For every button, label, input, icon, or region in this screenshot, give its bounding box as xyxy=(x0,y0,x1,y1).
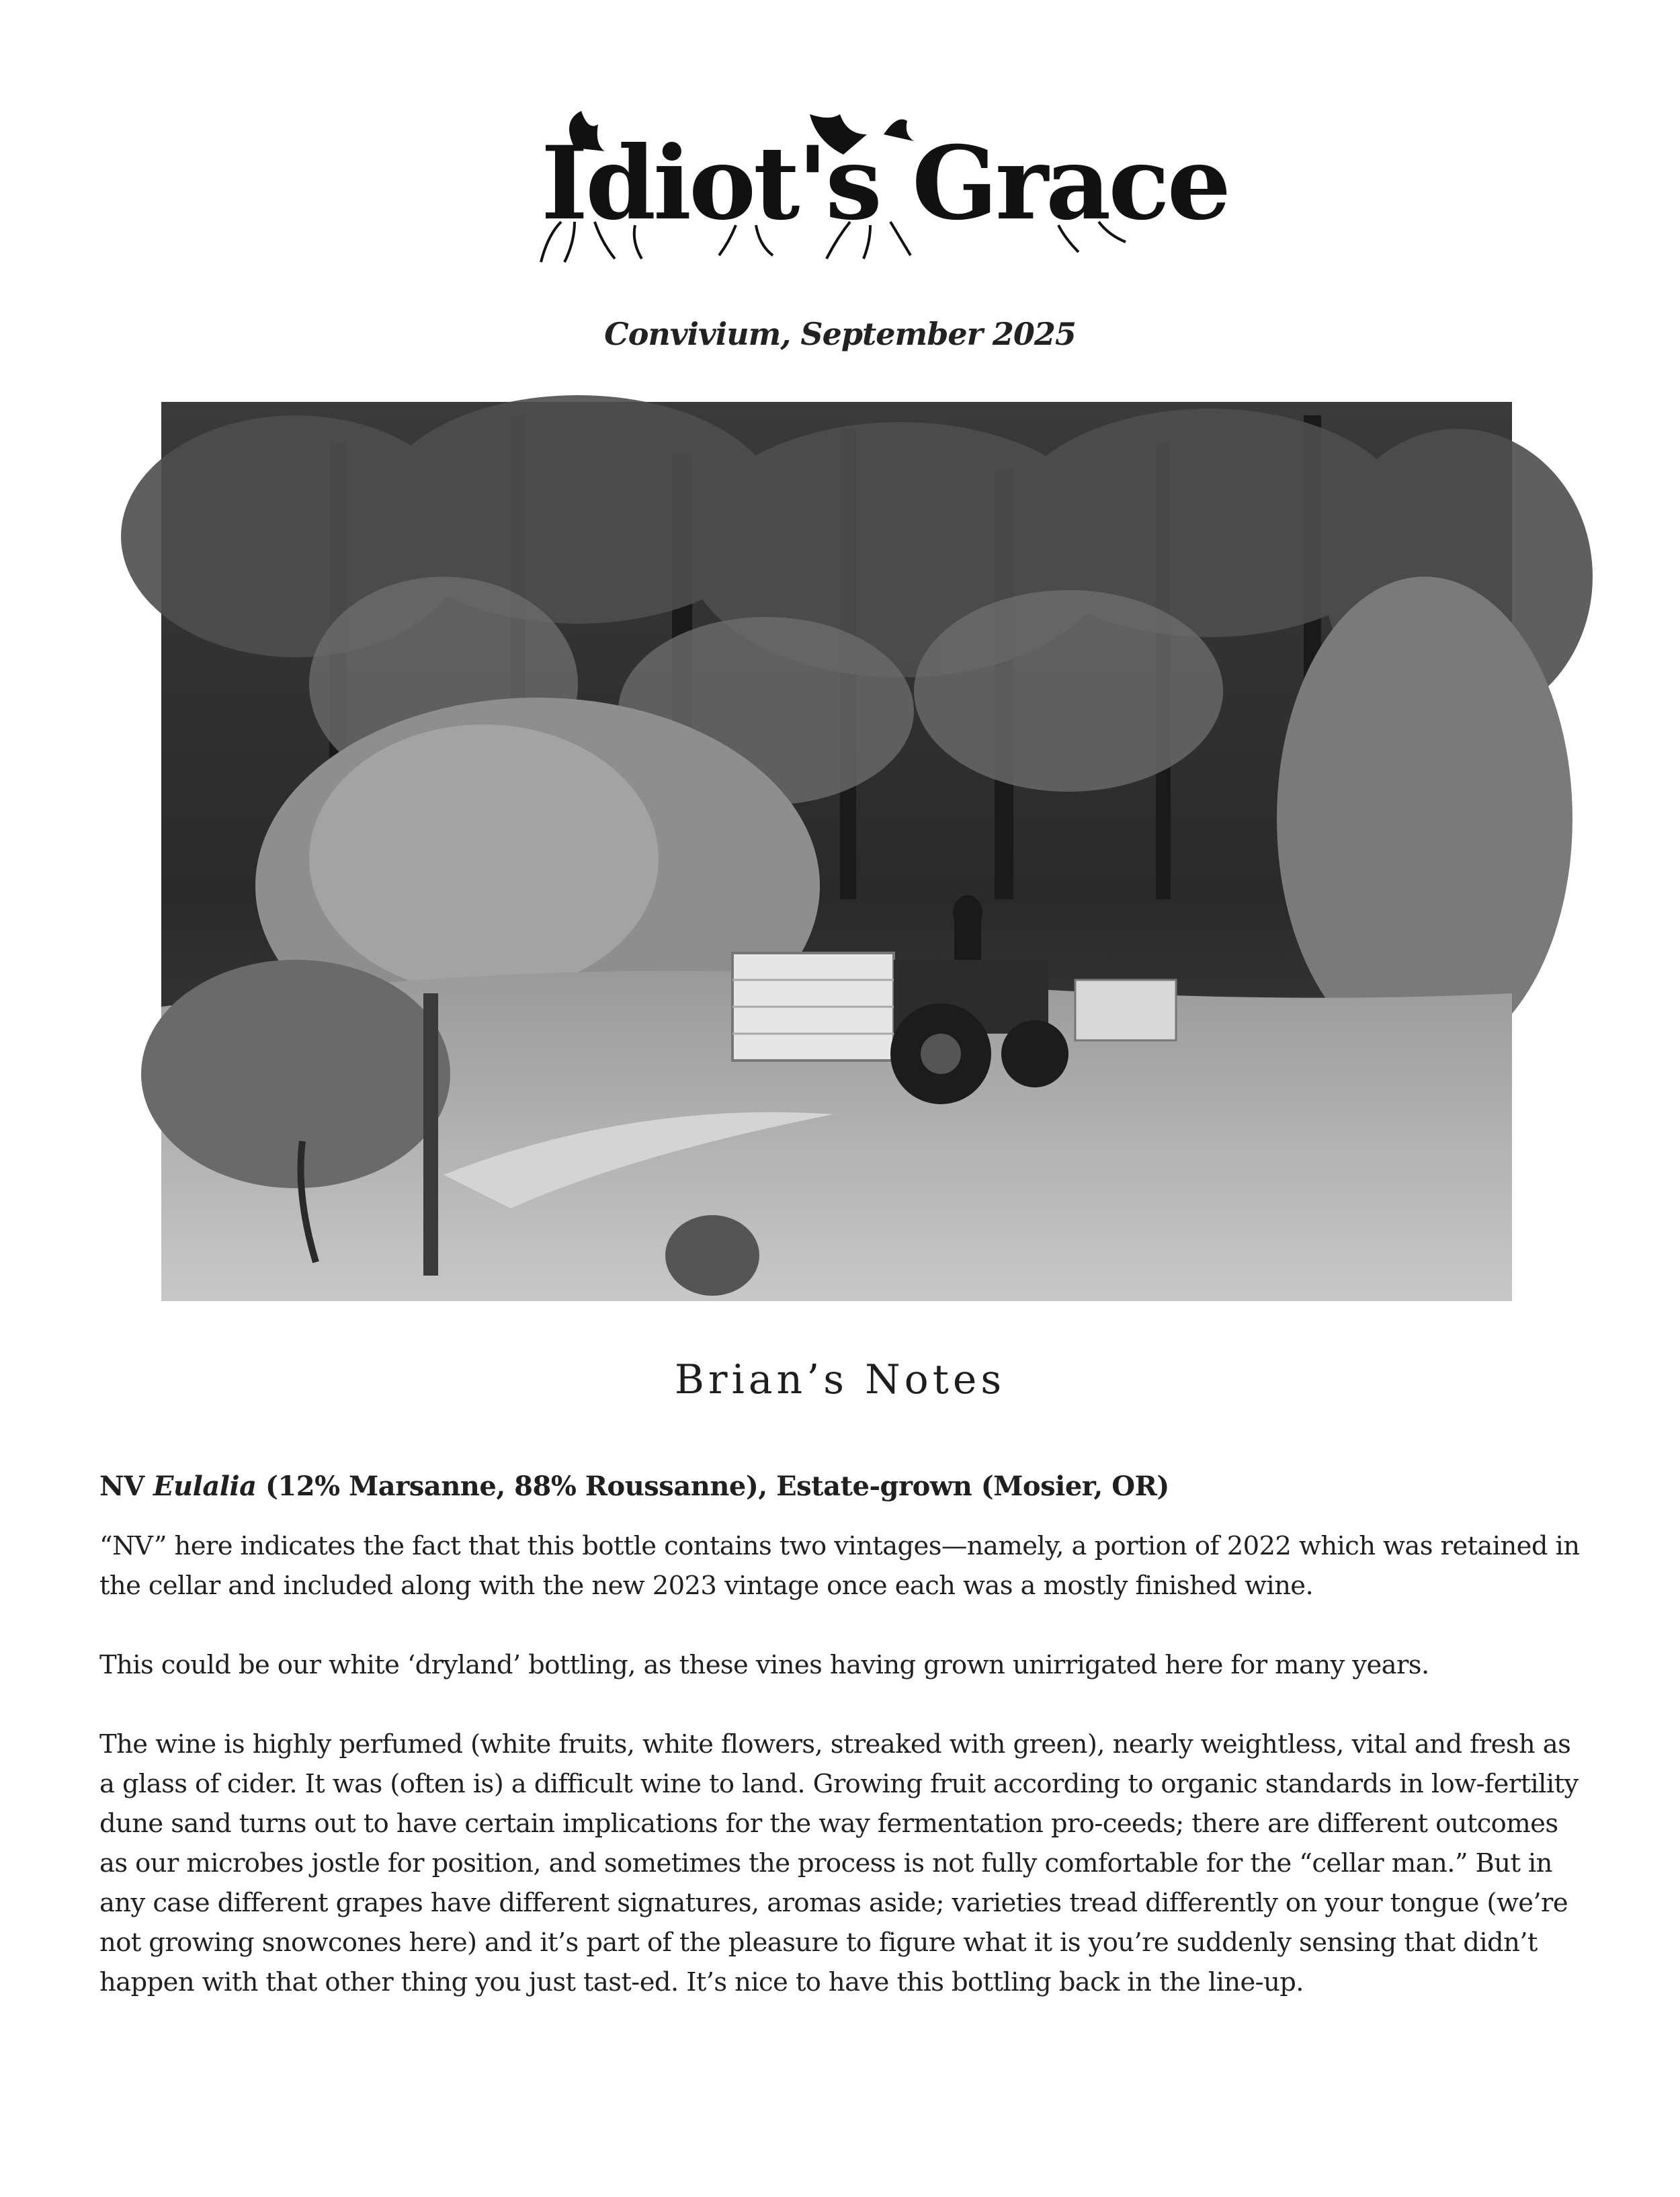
wine-details: (12% Marsanne, 88% Roussanne), Estate-grown (Mosier, OR) xyxy=(265,1470,1169,1502)
wine-article xyxy=(99,1466,1591,2042)
paragraph-tasting: The wine is highly perfumed (white fruits, white flowers, streaked with green), nearly weightless, vital and fresh as a glass of cider. It was (often is) a difficult wine to land. Growing fruit according to organic standards in low-fertility dune sand turns out to have certain implications for the way fermentation pro-ceeds; there are different outcomes as our microbes jostle for position, and sometimes the process is not fully comfortable for the “cellar man.” But in any case different grapes have different signatures, aromas aside; varieties tread differently on your tongue (we’re not growing snowcones here) and it’s part of the pleasure to figure what it is you’re suddenly sensing that didn’t happen with that other thing you just tast-ed. It’s nice to have this bottling back in the line-up. xyxy=(99,1729,1579,1997)
paragraph-nv: “NV” here indicates the fact that this bottle contains two vintages—namely, a portion of 2022 which was retained in the cellar and included along with the new 2023 vintage once each was a mostly finished wine. xyxy=(99,1531,1580,1601)
logo-artwork xyxy=(534,108,1229,269)
wine-prefix: NV xyxy=(99,1470,144,1502)
tractor-in-orchard-photo xyxy=(161,402,1512,1301)
newsletter-subtitle: Convivium, September 2025 xyxy=(604,316,1076,352)
paragraph-dryland: This could be our white ‘dryland’ bottling, as these vines having grown unirrigated here for many years. xyxy=(99,1650,1429,1680)
logo-wordmark: Idiot's Grace xyxy=(541,124,1229,243)
photo-illustration xyxy=(161,402,1512,1301)
idiots-grace-logo xyxy=(534,108,1229,269)
notes-title: Brian’s Notes xyxy=(674,1356,1006,1403)
wine-name: Eulalia xyxy=(153,1470,257,1502)
wine-heading xyxy=(99,1466,1591,1506)
